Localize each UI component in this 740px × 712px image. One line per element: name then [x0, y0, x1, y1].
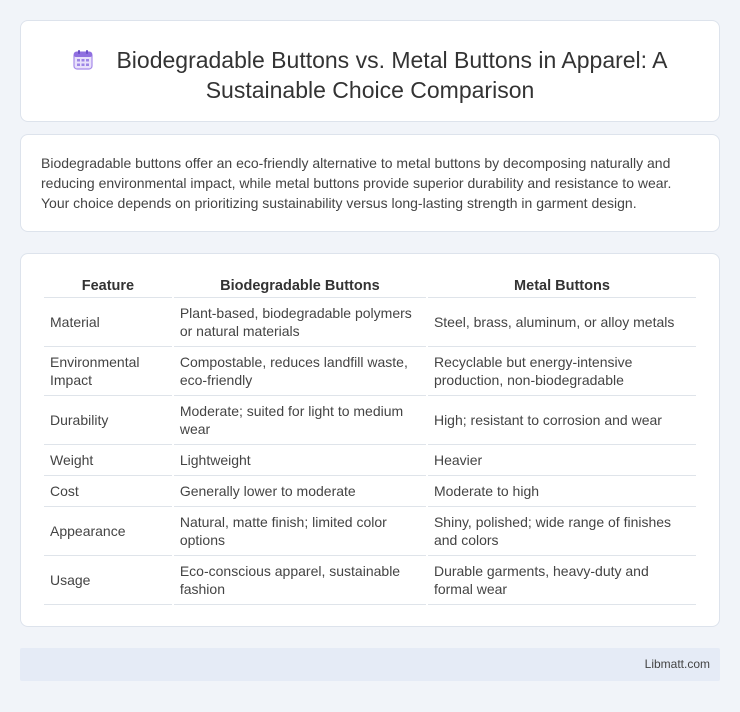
feature-cell: Material — [44, 298, 172, 347]
table-row — [44, 507, 696, 556]
table-row — [44, 298, 696, 347]
page-title — [21, 45, 719, 105]
footer-bar — [20, 648, 720, 681]
biodegradable-cell: Generally lower to moderate — [174, 476, 426, 507]
feature-cell: Cost — [44, 476, 172, 507]
title-line-2: Sustainable Choice Comparison — [205, 77, 535, 103]
table-row — [44, 396, 696, 445]
summary-text: Biodegradable buttons offer an eco-friendly alternative to metal buttons by decomposing naturally and reducing environmental impact, while metal buttons provide superior durability and resistance to wear. Your choice depends on prioritizing sustainability versus long-lasting strength in garment design. — [41, 155, 672, 211]
feature-cell: Weight — [44, 445, 172, 476]
feature-cell: Durability — [44, 396, 172, 445]
metal-cell: High; resistant to corrosion and wear — [428, 396, 696, 445]
feature-cell: Usage — [44, 556, 172, 605]
comparison-table — [42, 274, 698, 605]
metal-cell: Durable garments, heavy-duty and formal wear — [428, 556, 696, 605]
metal-cell: Recyclable but energy-intensive production, non-biodegradable — [428, 347, 696, 396]
calendar-grid-icon — [72, 49, 94, 71]
footer-brand[interactable]: Libmatt.com — [644, 657, 710, 671]
summary-card — [20, 134, 720, 232]
feature-cell: Environmental Impact — [44, 347, 172, 396]
header-feature: Feature — [44, 274, 172, 298]
biodegradable-cell: Plant-based, biodegradable polymers or natural materials — [174, 298, 426, 347]
biodegradable-cell: Natural, matte finish; limited color options — [174, 507, 426, 556]
metal-cell: Steel, brass, aluminum, or alloy metals — [428, 298, 696, 347]
table-row — [44, 476, 696, 507]
table-row — [44, 347, 696, 396]
metal-cell: Moderate to high — [428, 476, 696, 507]
header-biodegradable: Biodegradable Buttons — [174, 274, 426, 298]
metal-cell: Shiny, polished; wide range of finishes and colors — [428, 507, 696, 556]
metal-cell: Heavier — [428, 445, 696, 476]
biodegradable-cell: Lightweight — [174, 445, 426, 476]
feature-cell: Appearance — [44, 507, 172, 556]
table-card — [20, 253, 720, 627]
header-metal: Metal Buttons — [428, 274, 696, 298]
title-line-1: Biodegradable Buttons vs. Metal Buttons in Apparel: A — [116, 47, 668, 73]
biodegradable-cell: Moderate; suited for light to medium wear — [174, 396, 426, 445]
table-row — [44, 445, 696, 476]
table-header-row — [44, 274, 696, 298]
biodegradable-cell: Compostable, reduces landfill waste, eco-friendly — [174, 347, 426, 396]
table-row — [44, 556, 696, 605]
biodegradable-cell: Eco-conscious apparel, sustainable fashion — [174, 556, 426, 605]
title-card — [20, 20, 720, 122]
